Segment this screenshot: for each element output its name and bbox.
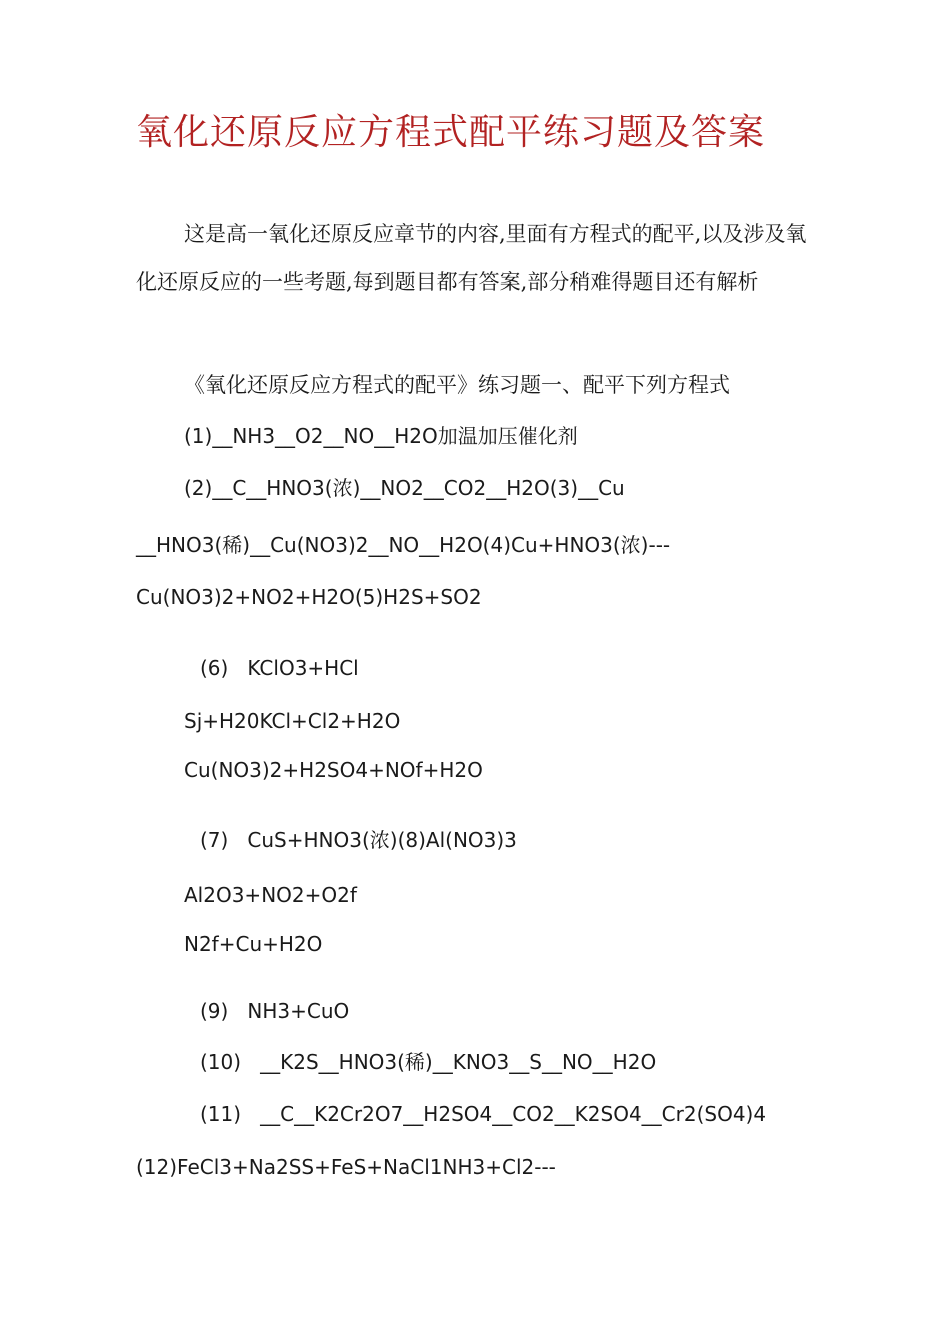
exercise-heading: 《氧化还原反应方程式的配平》练习题一、配平下列方程式 [184, 373, 730, 397]
equation-line: Cu(NO3)2+NO2+H2O(5)H2S+SO2 [136, 585, 482, 609]
equation-line: (2)__C__HNO3(浓)__NO2__CO2__H2O(3)__Cu [184, 476, 625, 500]
equation-line: (11) __C__K2Cr2O7__H2SO4__CO2__K2SO4__Cr2(SO4)4 [200, 1102, 767, 1126]
equation-line: (7) CuS+HNO3(浓)(8)Al(NO3)3 [200, 828, 517, 852]
equation-line: __HNO3(稀)__Cu(NO3)2__NO__H2O(4)Cu+HNO3(浓)--- [136, 533, 671, 557]
equation-line: (10) __K2S__HNO3(稀)__KNO3__S__NO__H2O [200, 1050, 657, 1074]
equation-line: (1)__NH3__O2__NO__H2O加温加压催化剂 [184, 424, 578, 448]
equation-line: (9) NH3+CuO [200, 999, 350, 1023]
equation-line: (6) KClO3+HCl [200, 656, 359, 680]
intro-text: 这是高一氧化还原反应章节的内容,里面有方程式的配平,以及涉及氧化还原反应的一些考题,每到题目都有答案,部分稍难得题目还有解析 [136, 222, 807, 294]
intro-paragraph [136, 210, 816, 306]
equation-line: Al2O3+NO2+O2f [184, 883, 357, 907]
equation-line: Sj+H20KCl+Cl2+H2O [184, 709, 401, 733]
equation-line: (12)FeCl3+Na2SS+FeS+NaCl1NH3+Cl2--- [136, 1155, 556, 1179]
document-title: 氧化还原反应方程式配平练习题及答案 [136, 112, 766, 153]
equation-line: Cu(NO3)2+H2SO4+NOf+H2O [184, 758, 483, 782]
equation-line: N2f+Cu+H2O [184, 932, 323, 956]
